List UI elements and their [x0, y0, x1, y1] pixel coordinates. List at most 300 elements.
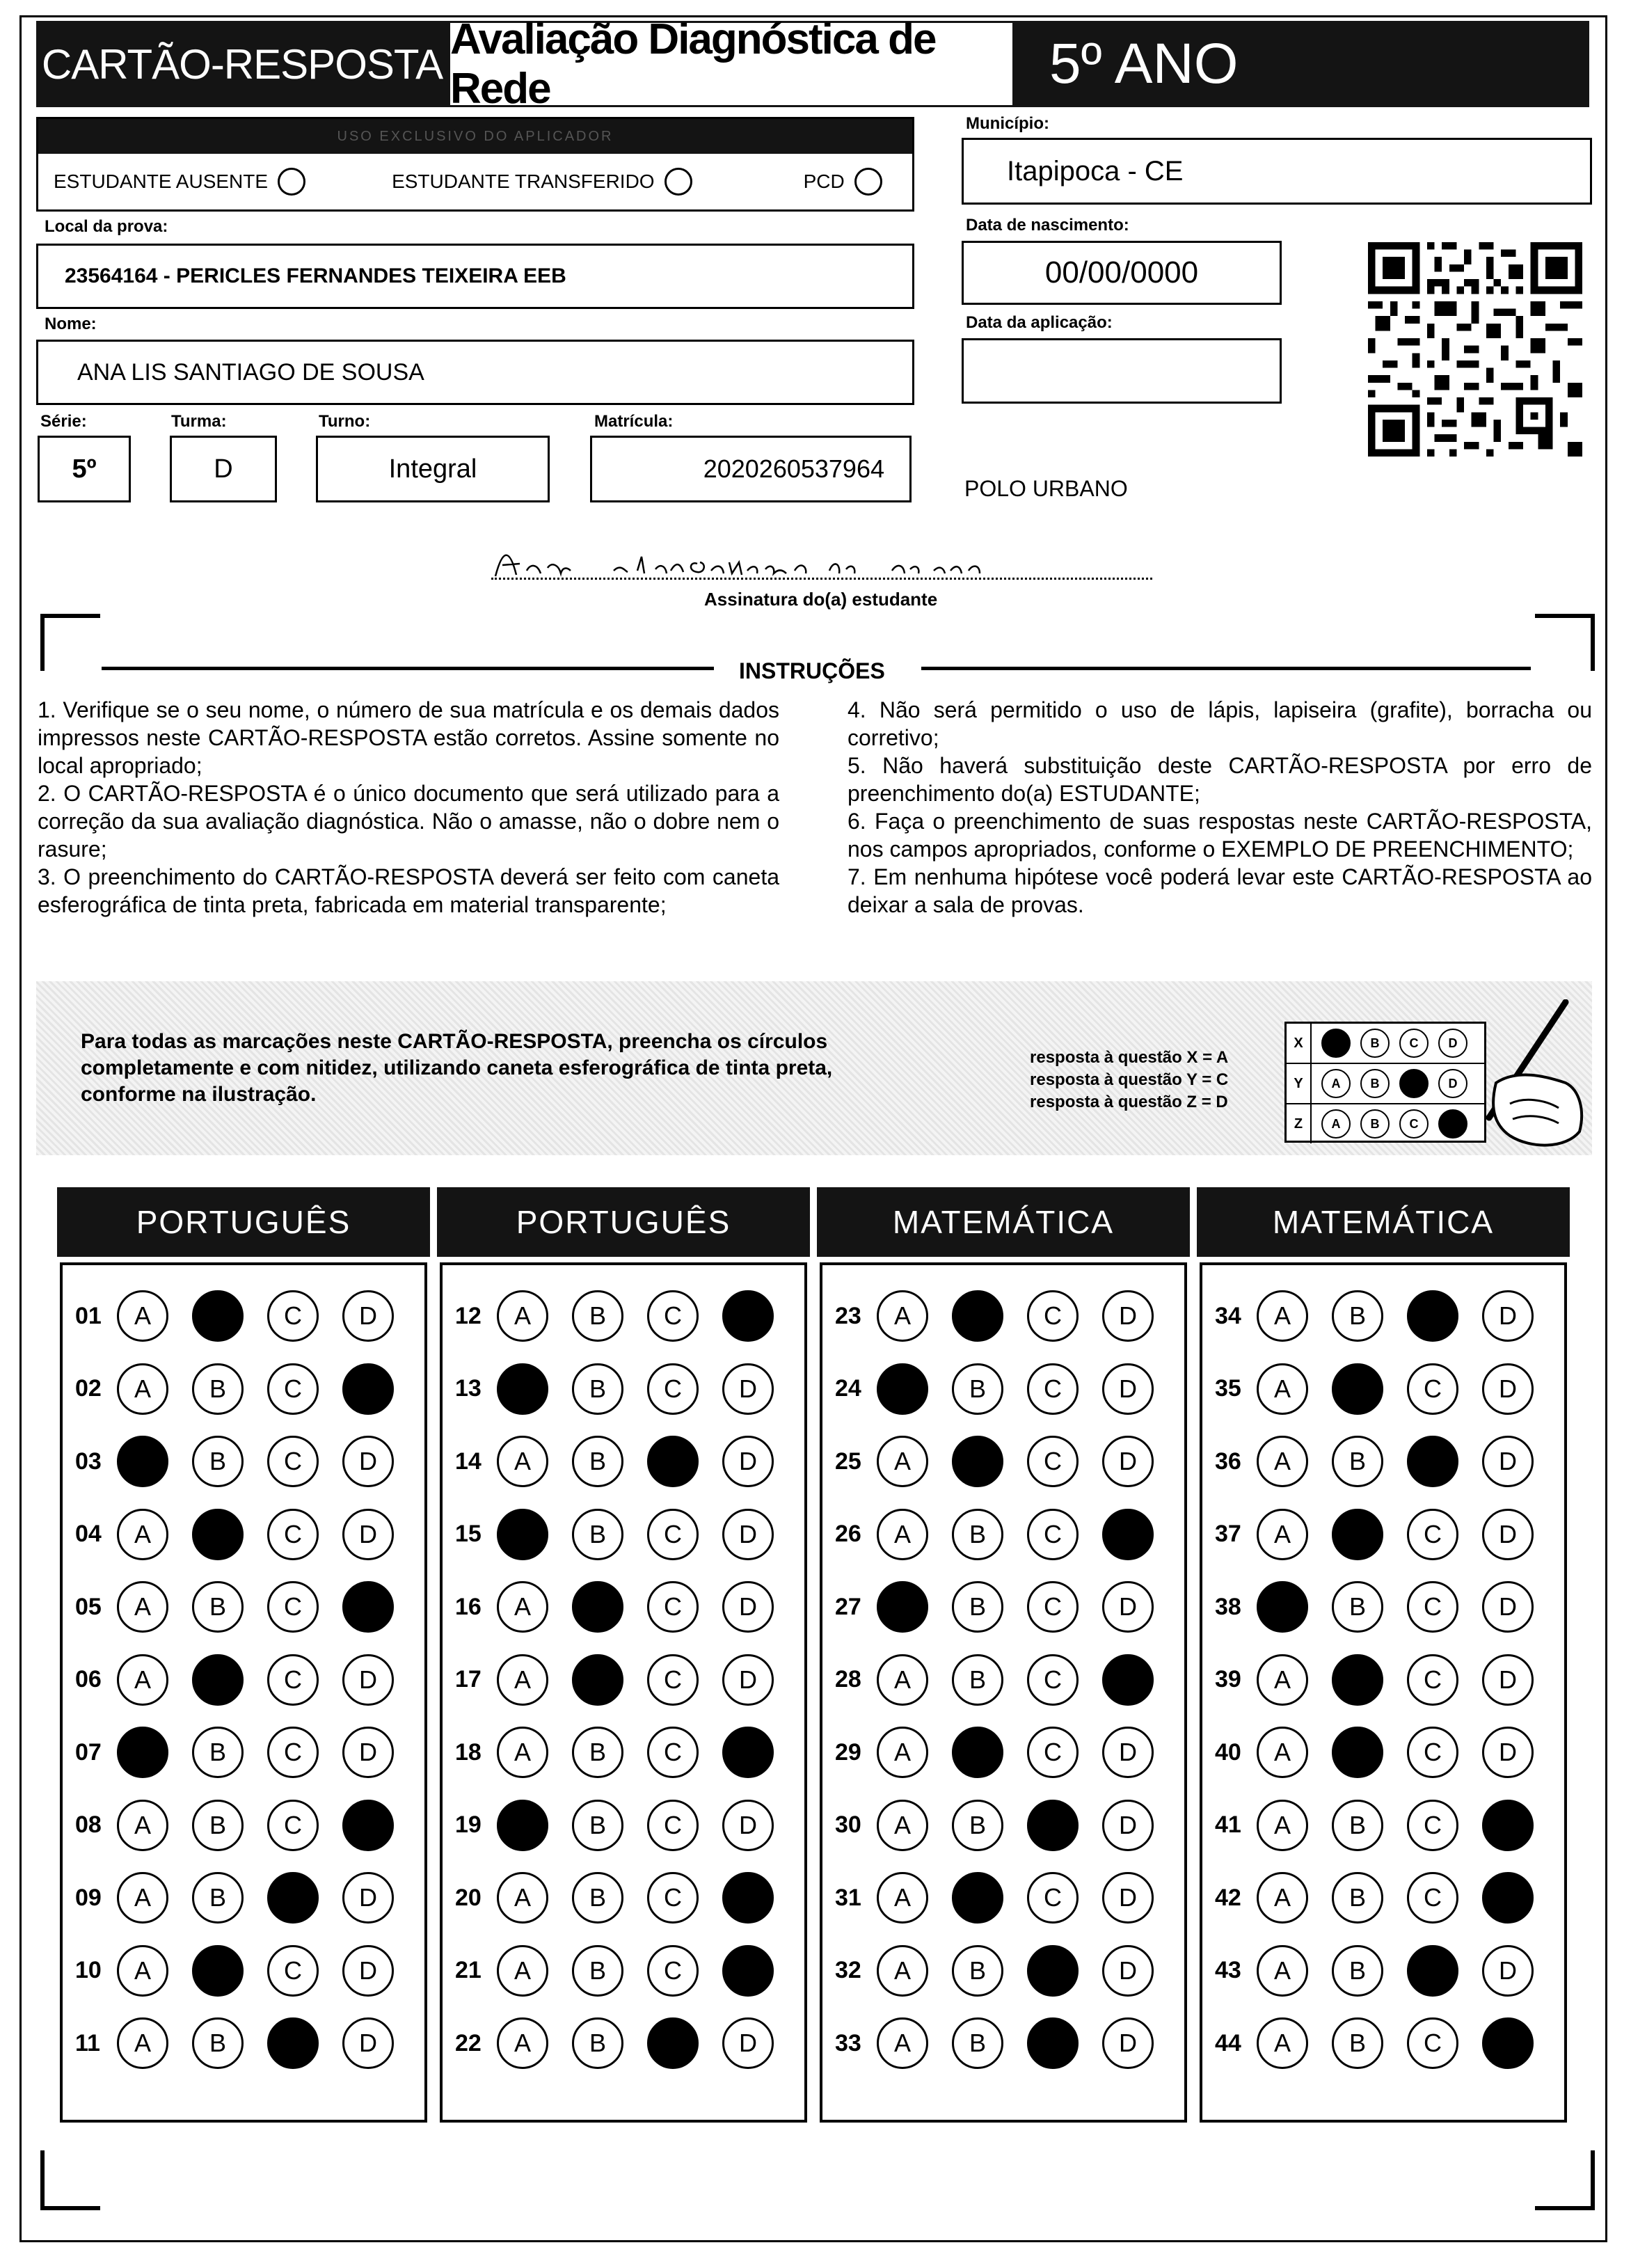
exam-title-box [448, 15, 1015, 113]
answer-bubble-b[interactable]: B [952, 1509, 1003, 1560]
question-number: 34 [1215, 1302, 1241, 1329]
instructions-rule-left [102, 667, 714, 670]
answer-bubble-d[interactable]: D [1102, 1727, 1154, 1778]
answer-bubble-c[interactable]: C [647, 1727, 699, 1778]
answer-bubble-c[interactable]: C [1407, 1727, 1458, 1778]
absent-label: ESTUDANTE AUSENTE [54, 171, 269, 192]
answer-bubble-a[interactable]: A [117, 1363, 168, 1415]
answer-bubble-c[interactable]: C [1027, 1436, 1079, 1487]
answer-bubble-c[interactable]: C [1407, 1800, 1458, 1851]
answer-bubble-b[interactable]: B [192, 1945, 244, 1997]
instruction-3: 3. O preenchimento do CARTÃO-RESPOSTA deverá ser feito com caneta esferográfica de tinta preta, fabricada em material transparente; [38, 864, 779, 917]
answer-bubble-d[interactable]: D [342, 1654, 394, 1706]
question-number: 31 [835, 1884, 861, 1911]
answer-bubble-a[interactable]: A [877, 1290, 928, 1342]
answer-bubble-c[interactable]: C [647, 1945, 699, 1997]
answer-bubble-c[interactable]: C [1407, 2017, 1458, 2069]
question-row [455, 2017, 774, 2069]
answer-bubble-b[interactable]: B [1332, 1509, 1383, 1560]
answer-bubble-b[interactable]: B [952, 1654, 1003, 1706]
question-number: 20 [455, 1884, 482, 1911]
example-bubble-d: D [1438, 1029, 1467, 1058]
answer-bubble-a[interactable]: A [877, 1800, 928, 1851]
question-number: 01 [75, 1302, 102, 1329]
answer-bubble-a[interactable]: A [877, 1945, 928, 1997]
example-text: Para todas as marcações neste CARTÃO-RESPOSTA, preencha os círculos completamente e com nitidez, utilizando caneta esferográfica de tinta preta, conforme na ilustração. [81, 1030, 833, 1106]
question-row [1215, 1581, 1534, 1633]
answer-bubble-a[interactable]: A [1257, 1581, 1308, 1633]
location-field [36, 244, 914, 309]
answer-bubble-d[interactable]: D [1482, 1654, 1534, 1706]
answer-bubble-a[interactable]: A [1257, 1945, 1308, 1997]
question-number: 06 [75, 1666, 102, 1692]
question-number: 14 [455, 1448, 482, 1475]
instructions-left-column [38, 696, 779, 919]
answer-bubble-c[interactable]: C [267, 1363, 319, 1415]
answer-bubble-d[interactable]: D [342, 1727, 394, 1778]
answer-bubble-b[interactable]: B [1332, 2017, 1383, 2069]
question-row [75, 1945, 394, 1997]
answer-bubble-a[interactable]: A [497, 1945, 548, 1997]
answer-bubble-d[interactable]: D [1482, 1945, 1534, 1997]
answer-bubble-c[interactable]: C [267, 1872, 319, 1924]
answer-bubble-a[interactable]: A [117, 1509, 168, 1560]
question-row [1215, 1654, 1534, 1706]
answer-bubble-d[interactable]: D [1482, 1581, 1534, 1633]
example-bubble-a: A [1321, 1069, 1351, 1098]
answer-bubble-a[interactable]: A [877, 1581, 928, 1633]
answer-bubble-c[interactable]: C [1027, 1727, 1079, 1778]
answer-bubble-d[interactable]: D [722, 1800, 774, 1851]
answer-bubble-a[interactable]: A [877, 1363, 928, 1415]
answer-bubble-d[interactable]: D [1482, 1290, 1534, 1342]
answer-bubble-c[interactable]: C [1027, 1509, 1079, 1560]
question-row [75, 2017, 394, 2069]
answer-bubble-b[interactable]: B [1332, 1436, 1383, 1487]
answer-bubble-c[interactable]: C [267, 2017, 319, 2069]
answer-bubble-d[interactable]: D [1482, 1436, 1534, 1487]
answer-bubble-b[interactable]: B [572, 1436, 623, 1487]
answer-bubble-b[interactable]: B [1332, 1654, 1383, 1706]
question-row [1215, 1727, 1534, 1778]
pcd-checkbox[interactable] [854, 168, 882, 196]
question-row [835, 1654, 1154, 1706]
example-row [1287, 1104, 1484, 1143]
answer-bubble-b[interactable]: B [952, 1363, 1003, 1415]
hand-pen-illustration [1468, 999, 1586, 1152]
answer-bubble-d[interactable]: D [1102, 1872, 1154, 1924]
answer-bubble-d[interactable]: D [1102, 1509, 1154, 1560]
answer-bubble-b[interactable]: B [952, 1800, 1003, 1851]
instruction-7: 7. Em nenhuma hipótese você poderá levar este CARTÃO-RESPOSTA ao deixar a sala de provas. [848, 864, 1592, 917]
answer-bubble-d[interactable]: D [342, 1436, 394, 1487]
question-row [1215, 1872, 1534, 1924]
answer-bubble-d[interactable]: D [1102, 1654, 1154, 1706]
answer-bubble-c[interactable]: C [1027, 1872, 1079, 1924]
answer-bubble-b[interactable]: B [952, 1290, 1003, 1342]
example-row-label: Y [1287, 1064, 1312, 1103]
answer-bubble-a[interactable]: A [497, 1436, 548, 1487]
example-row-label: X [1287, 1024, 1312, 1063]
answer-bubble-b[interactable]: B [952, 1872, 1003, 1924]
question-number: 40 [1215, 1738, 1241, 1766]
corner-mark-bottom-left [40, 2150, 100, 2210]
answer-bubble-d[interactable]: D [722, 1290, 774, 1342]
answer-bubble-b[interactable]: B [572, 1581, 623, 1633]
answer-bubble-b[interactable]: B [572, 1290, 623, 1342]
answer-bubble-d[interactable]: D [722, 1654, 774, 1706]
question-row [835, 1800, 1154, 1851]
question-number: 08 [75, 1811, 102, 1838]
question-number: 28 [835, 1666, 861, 1692]
answer-bubble-a[interactable]: A [1257, 1654, 1308, 1706]
answer-bubble-a[interactable]: A [117, 1945, 168, 1997]
answer-bubble-b[interactable]: B [572, 2017, 623, 2069]
answer-bubble-d[interactable]: D [722, 1509, 774, 1560]
answer-bubble-b[interactable]: B [1332, 1727, 1383, 1778]
question-row [835, 1945, 1154, 1997]
question-row [835, 1509, 1154, 1560]
question-number: 13 [455, 1375, 482, 1402]
question-row [455, 1436, 774, 1487]
answer-bubble-c[interactable]: C [647, 1363, 699, 1415]
question-row [455, 1945, 774, 1997]
example-row [1287, 1064, 1484, 1104]
answer-bubble-d[interactable]: D [1482, 1509, 1534, 1560]
answer-bubble-a[interactable]: A [1257, 1436, 1308, 1487]
question-number: 30 [835, 1811, 861, 1838]
answer-bubble-b[interactable]: B [192, 1654, 244, 1706]
answer-bubble-a[interactable]: A [1257, 1509, 1308, 1560]
answer-bubble-b[interactable]: B [572, 1363, 623, 1415]
example-row [1287, 1024, 1484, 1064]
answer-bubble-d[interactable]: D [722, 1727, 774, 1778]
example-bubble-b: B [1360, 1109, 1390, 1139]
question-number: 10 [75, 1957, 102, 1983]
answer-bubble-a[interactable]: A [877, 1509, 928, 1560]
question-number: 21 [455, 1957, 482, 1983]
answer-bubble-b[interactable]: B [1332, 1800, 1383, 1851]
answer-bubble-a[interactable]: A [497, 1509, 548, 1560]
answer-bubble-a[interactable]: A [497, 1363, 548, 1415]
answer-bubble-b[interactable]: B [192, 1363, 244, 1415]
answer-bubble-a[interactable]: A [877, 1872, 928, 1924]
example-legend [1030, 1047, 1228, 1113]
answer-bubble-a[interactable]: A [1257, 1290, 1308, 1342]
answer-bubble-a[interactable]: A [877, 1436, 928, 1487]
answer-bubble-d[interactable]: D [722, 2017, 774, 2069]
answer-bubble-d[interactable]: D [1102, 1436, 1154, 1487]
answer-bubble-a[interactable]: A [877, 1654, 928, 1706]
answer-bubble-b[interactable]: B [192, 1581, 244, 1633]
answer-bubble-c[interactable]: C [647, 1581, 699, 1633]
instruction-1: 1. Verifique se o seu nome, o número de sua matrícula e os demais dados impressos neste CARTÃO-RESPOSTA estão corretos. Assine somente no local apropriado; [38, 697, 779, 778]
question-row [455, 1654, 774, 1706]
example-bubble-d: D [1438, 1109, 1467, 1139]
answer-bubble-a[interactable]: A [117, 1872, 168, 1924]
question-number: 09 [75, 1884, 102, 1911]
answer-bubble-c[interactable]: C [1407, 1581, 1458, 1633]
answer-bubble-d[interactable]: D [722, 1436, 774, 1487]
matricula-field [590, 436, 912, 502]
answer-bubble-d[interactable]: D [342, 2017, 394, 2069]
answer-bubble-c[interactable]: C [267, 1509, 319, 1560]
card-title: CARTÃO-RESPOSTA [41, 40, 443, 88]
question-row [1215, 1436, 1534, 1487]
answer-bubble-d[interactable]: D [1482, 1800, 1534, 1851]
answer-bubble-d[interactable]: D [342, 1872, 394, 1924]
answer-bubble-c[interactable]: C [647, 1436, 699, 1487]
answer-bubble-b[interactable]: B [572, 1654, 623, 1706]
answer-bubble-c[interactable]: C [647, 1290, 699, 1342]
answer-bubble-a[interactable]: A [497, 1872, 548, 1924]
question-number: 38 [1215, 1593, 1241, 1620]
name-field [36, 340, 914, 405]
answer-bubble-d[interactable]: D [342, 1581, 394, 1633]
answer-bubble-a[interactable]: A [497, 1654, 548, 1706]
answer-bubble-d[interactable]: D [722, 1581, 774, 1633]
answer-bubble-b[interactable]: B [572, 1800, 623, 1851]
location-value: 23564164 - PERICLES FERNANDES TEIXEIRA EEB [65, 264, 566, 287]
answer-bubble-d[interactable]: D [1102, 1290, 1154, 1342]
turno-field [316, 436, 550, 502]
answer-bubble-c[interactable]: C [647, 1654, 699, 1706]
answer-bubble-c[interactable]: C [267, 1654, 319, 1706]
question-number: 17 [455, 1666, 482, 1692]
applicator-heading-bar [38, 119, 912, 154]
question-row [835, 1436, 1154, 1487]
transferred-label: ESTUDANTE TRANSFERIDO [392, 171, 655, 192]
question-row [75, 1363, 394, 1415]
answer-bubble-d[interactable]: D [1102, 1800, 1154, 1851]
municipio-value: Itapipoca - CE [1007, 155, 1184, 187]
answer-bubble-d[interactable]: D [722, 1872, 774, 1924]
question-number: 42 [1215, 1884, 1241, 1911]
question-number: 27 [835, 1593, 861, 1620]
serie-label: Série: [40, 412, 87, 431]
answer-bubble-c[interactable]: C [647, 1509, 699, 1560]
answer-bubble-d[interactable]: D [342, 1800, 394, 1851]
absent-checkbox[interactable] [278, 168, 305, 196]
answer-bubble-c[interactable]: C [267, 1436, 319, 1487]
answer-bubble-c[interactable]: C [267, 1800, 319, 1851]
qr-code [1368, 238, 1582, 461]
answer-bubble-a[interactable]: A [117, 1654, 168, 1706]
answer-bubble-b[interactable]: B [952, 1436, 1003, 1487]
turno-label: Turno: [319, 412, 371, 431]
answer-bubble-a[interactable]: A [1257, 1727, 1308, 1778]
answer-bubble-b[interactable]: B [192, 1509, 244, 1560]
answer-bubble-d[interactable]: D [342, 1509, 394, 1560]
instruction-4: 4. Não será permitido o uso de lápis, lapiseira (grafite), borracha ou corretivo; [848, 697, 1592, 750]
question-number: 39 [1215, 1666, 1241, 1692]
answer-bubble-d[interactable]: D [1482, 1872, 1534, 1924]
answer-bubble-b[interactable]: B [1332, 1945, 1383, 1997]
section-title: PORTUGUÊS [57, 1187, 430, 1257]
answer-bubble-b[interactable]: B [572, 1945, 623, 1997]
answer-bubble-c[interactable]: C [267, 1945, 319, 1997]
answer-bubble-b[interactable]: B [572, 1872, 623, 1924]
answer-bubble-b[interactable]: B [952, 2017, 1003, 2069]
answer-bubble-a[interactable]: A [497, 1581, 548, 1633]
question-number: 26 [835, 1521, 861, 1547]
question-number: 15 [455, 1521, 482, 1547]
nascimento-value: 00/00/0000 [1044, 255, 1199, 290]
transferred-checkbox[interactable] [665, 168, 692, 196]
answer-bubble-a[interactable]: A [117, 1290, 168, 1342]
answer-bubble-c[interactable]: C [267, 1581, 319, 1633]
name-value: ANA LIS SANTIAGO DE SOUSA [77, 358, 424, 386]
example-bubble-c: C [1399, 1029, 1429, 1058]
answer-bubble-d[interactable]: D [1102, 1363, 1154, 1415]
answer-bubble-b[interactable]: B [192, 1436, 244, 1487]
answer-bubble-a[interactable]: A [877, 2017, 928, 2069]
answer-bubble-a[interactable]: A [1257, 1363, 1308, 1415]
question-row [1215, 1945, 1534, 1997]
example-line-3: resposta à questão Z = D [1030, 1093, 1228, 1111]
answer-bubble-a[interactable]: A [497, 1800, 548, 1851]
instructions-right-column [848, 696, 1592, 919]
question-number: 22 [455, 2029, 482, 2056]
answer-bubble-d[interactable]: D [1102, 2017, 1154, 2069]
answer-bubble-c[interactable]: C [1407, 1290, 1458, 1342]
municipio-label: Município: [966, 114, 1049, 133]
question-row [455, 1363, 774, 1415]
example-grid [1284, 1022, 1486, 1143]
question-number: 04 [75, 1521, 102, 1547]
answer-bubble-c[interactable]: C [1027, 1363, 1079, 1415]
answer-bubble-b[interactable]: B [192, 1727, 244, 1778]
answer-bubble-d[interactable]: D [1102, 1581, 1154, 1633]
question-row [455, 1581, 774, 1633]
example-bubble-a: A [1321, 1109, 1351, 1139]
example-line-1: resposta à questão X = A [1030, 1048, 1229, 1067]
answer-bubble-a[interactable]: A [117, 1581, 168, 1633]
question-number: 23 [835, 1302, 861, 1329]
answer-bubble-c[interactable]: C [1407, 1509, 1458, 1560]
answer-bubble-d[interactable]: D [1482, 1727, 1534, 1778]
answer-bubble-c[interactable]: C [1407, 1363, 1458, 1415]
answer-bubble-b[interactable]: B [192, 1872, 244, 1924]
question-row [1215, 1800, 1534, 1851]
example-bubble-d: D [1438, 1069, 1467, 1098]
answer-bubble-a[interactable]: A [497, 2017, 548, 2069]
answer-bubble-a[interactable]: A [117, 1800, 168, 1851]
answer-bubble-d[interactable]: D [1482, 1363, 1534, 1415]
location-label: Local da prova: [45, 217, 168, 236]
nascimento-label: Data de nascimento: [966, 216, 1129, 235]
answer-bubble-c[interactable]: C [1027, 2017, 1079, 2069]
answer-bubble-a[interactable]: A [1257, 2017, 1308, 2069]
question-row [75, 1727, 394, 1778]
answer-bubble-a[interactable]: A [1257, 1800, 1308, 1851]
answer-bubble-c[interactable]: C [1027, 1290, 1079, 1342]
answer-bubble-c[interactable]: C [647, 1872, 699, 1924]
aplicacao-field[interactable] [962, 338, 1282, 404]
answer-bubble-d[interactable]: D [722, 1363, 774, 1415]
answer-bubble-d[interactable]: D [342, 1363, 394, 1415]
instructions-rule-right [921, 667, 1531, 670]
answer-bubble-b[interactable]: B [572, 1727, 623, 1778]
instruction-6: 6. Faça o preenchimento de suas respostas neste CARTÃO-RESPOSTA, nos campos apropriados, conforme o EXEMPLO DE PREENCHIMENTO; [848, 809, 1592, 862]
answer-bubble-d[interactable]: D [342, 1945, 394, 1997]
question-row [75, 1436, 394, 1487]
question-row [455, 1290, 774, 1342]
question-number: 07 [75, 1738, 102, 1766]
turno-value: Integral [388, 454, 477, 484]
question-row [835, 1363, 1154, 1415]
answer-bubble-b[interactable]: B [1332, 1290, 1383, 1342]
answer-bubble-c[interactable]: C [1027, 1945, 1079, 1997]
answer-bubble-c[interactable]: C [647, 2017, 699, 2069]
answer-bubble-d[interactable]: D [1102, 1945, 1154, 1997]
exam-title: Avaliação Diagnóstica de Rede [450, 15, 936, 113]
question-number: 03 [75, 1448, 102, 1475]
answer-bubble-d[interactable]: D [722, 1945, 774, 1997]
answer-bubble-c[interactable]: C [1027, 1654, 1079, 1706]
example-bubble-b: B [1360, 1069, 1390, 1098]
answer-bubble-b[interactable]: B [192, 1290, 244, 1342]
answer-bubble-c[interactable]: C [1027, 1800, 1079, 1851]
answer-bubble-b[interactable]: B [192, 1800, 244, 1851]
section-title: MATEMÁTICA [817, 1187, 1190, 1257]
answer-bubble-d[interactable]: D [1482, 2017, 1534, 2069]
answer-bubble-b[interactable]: B [1332, 1872, 1383, 1924]
answer-bubble-c[interactable]: C [267, 1727, 319, 1778]
example-bubble-c: C [1399, 1069, 1429, 1098]
answer-bubble-c[interactable]: C [267, 1290, 319, 1342]
serie-field [38, 436, 131, 502]
answer-bubble-b[interactable]: B [1332, 1581, 1383, 1633]
question-number: 02 [75, 1375, 102, 1402]
answer-bubble-d[interactable]: D [342, 1290, 394, 1342]
answer-bubble-b[interactable]: B [572, 1509, 623, 1560]
grade-title-bar [1015, 21, 1589, 107]
question-row [455, 1800, 774, 1851]
answer-bubble-c[interactable]: C [647, 1800, 699, 1851]
answer-bubble-a[interactable]: A [117, 1727, 168, 1778]
answer-bubble-b[interactable]: B [952, 1945, 1003, 1997]
answer-bubble-a[interactable]: A [497, 1727, 548, 1778]
answer-bubble-c[interactable]: C [1407, 1945, 1458, 1997]
answer-bubble-b[interactable]: B [1332, 1363, 1383, 1415]
answer-bubble-a[interactable]: A [117, 2017, 168, 2069]
example-bubble-b: B [1360, 1029, 1390, 1058]
answer-bubble-b[interactable]: B [952, 1727, 1003, 1778]
answer-bubble-b[interactable]: B [192, 2017, 244, 2069]
answer-bubble-a[interactable]: A [117, 1436, 168, 1487]
answer-bubble-c[interactable]: C [1407, 1872, 1458, 1924]
instruction-2: 2. O CARTÃO-RESPOSTA é o único documento que será utilizado para a correção da sua avaliação diagnóstica. Não o amasse, não o dobre nem o rasure; [38, 781, 779, 862]
card-title-bar [36, 21, 448, 107]
question-row [75, 1654, 394, 1706]
question-number: 37 [1215, 1521, 1241, 1547]
answer-bubble-b[interactable]: B [952, 1581, 1003, 1633]
question-row [75, 1581, 394, 1633]
answer-bubble-c[interactable]: C [1407, 1654, 1458, 1706]
answer-bubble-a[interactable]: A [497, 1290, 548, 1342]
answer-bubble-c[interactable]: C [1027, 1581, 1079, 1633]
answer-bubble-a[interactable]: A [1257, 1872, 1308, 1924]
turma-field [170, 436, 277, 502]
answer-bubble-a[interactable]: A [877, 1727, 928, 1778]
question-number: 35 [1215, 1375, 1241, 1402]
answer-bubble-c[interactable]: C [1407, 1436, 1458, 1487]
question-number: 43 [1215, 1957, 1241, 1983]
question-number: 12 [455, 1302, 482, 1329]
matricula-value: 2020260537964 [703, 454, 884, 483]
question-number: 11 [75, 2029, 100, 2056]
